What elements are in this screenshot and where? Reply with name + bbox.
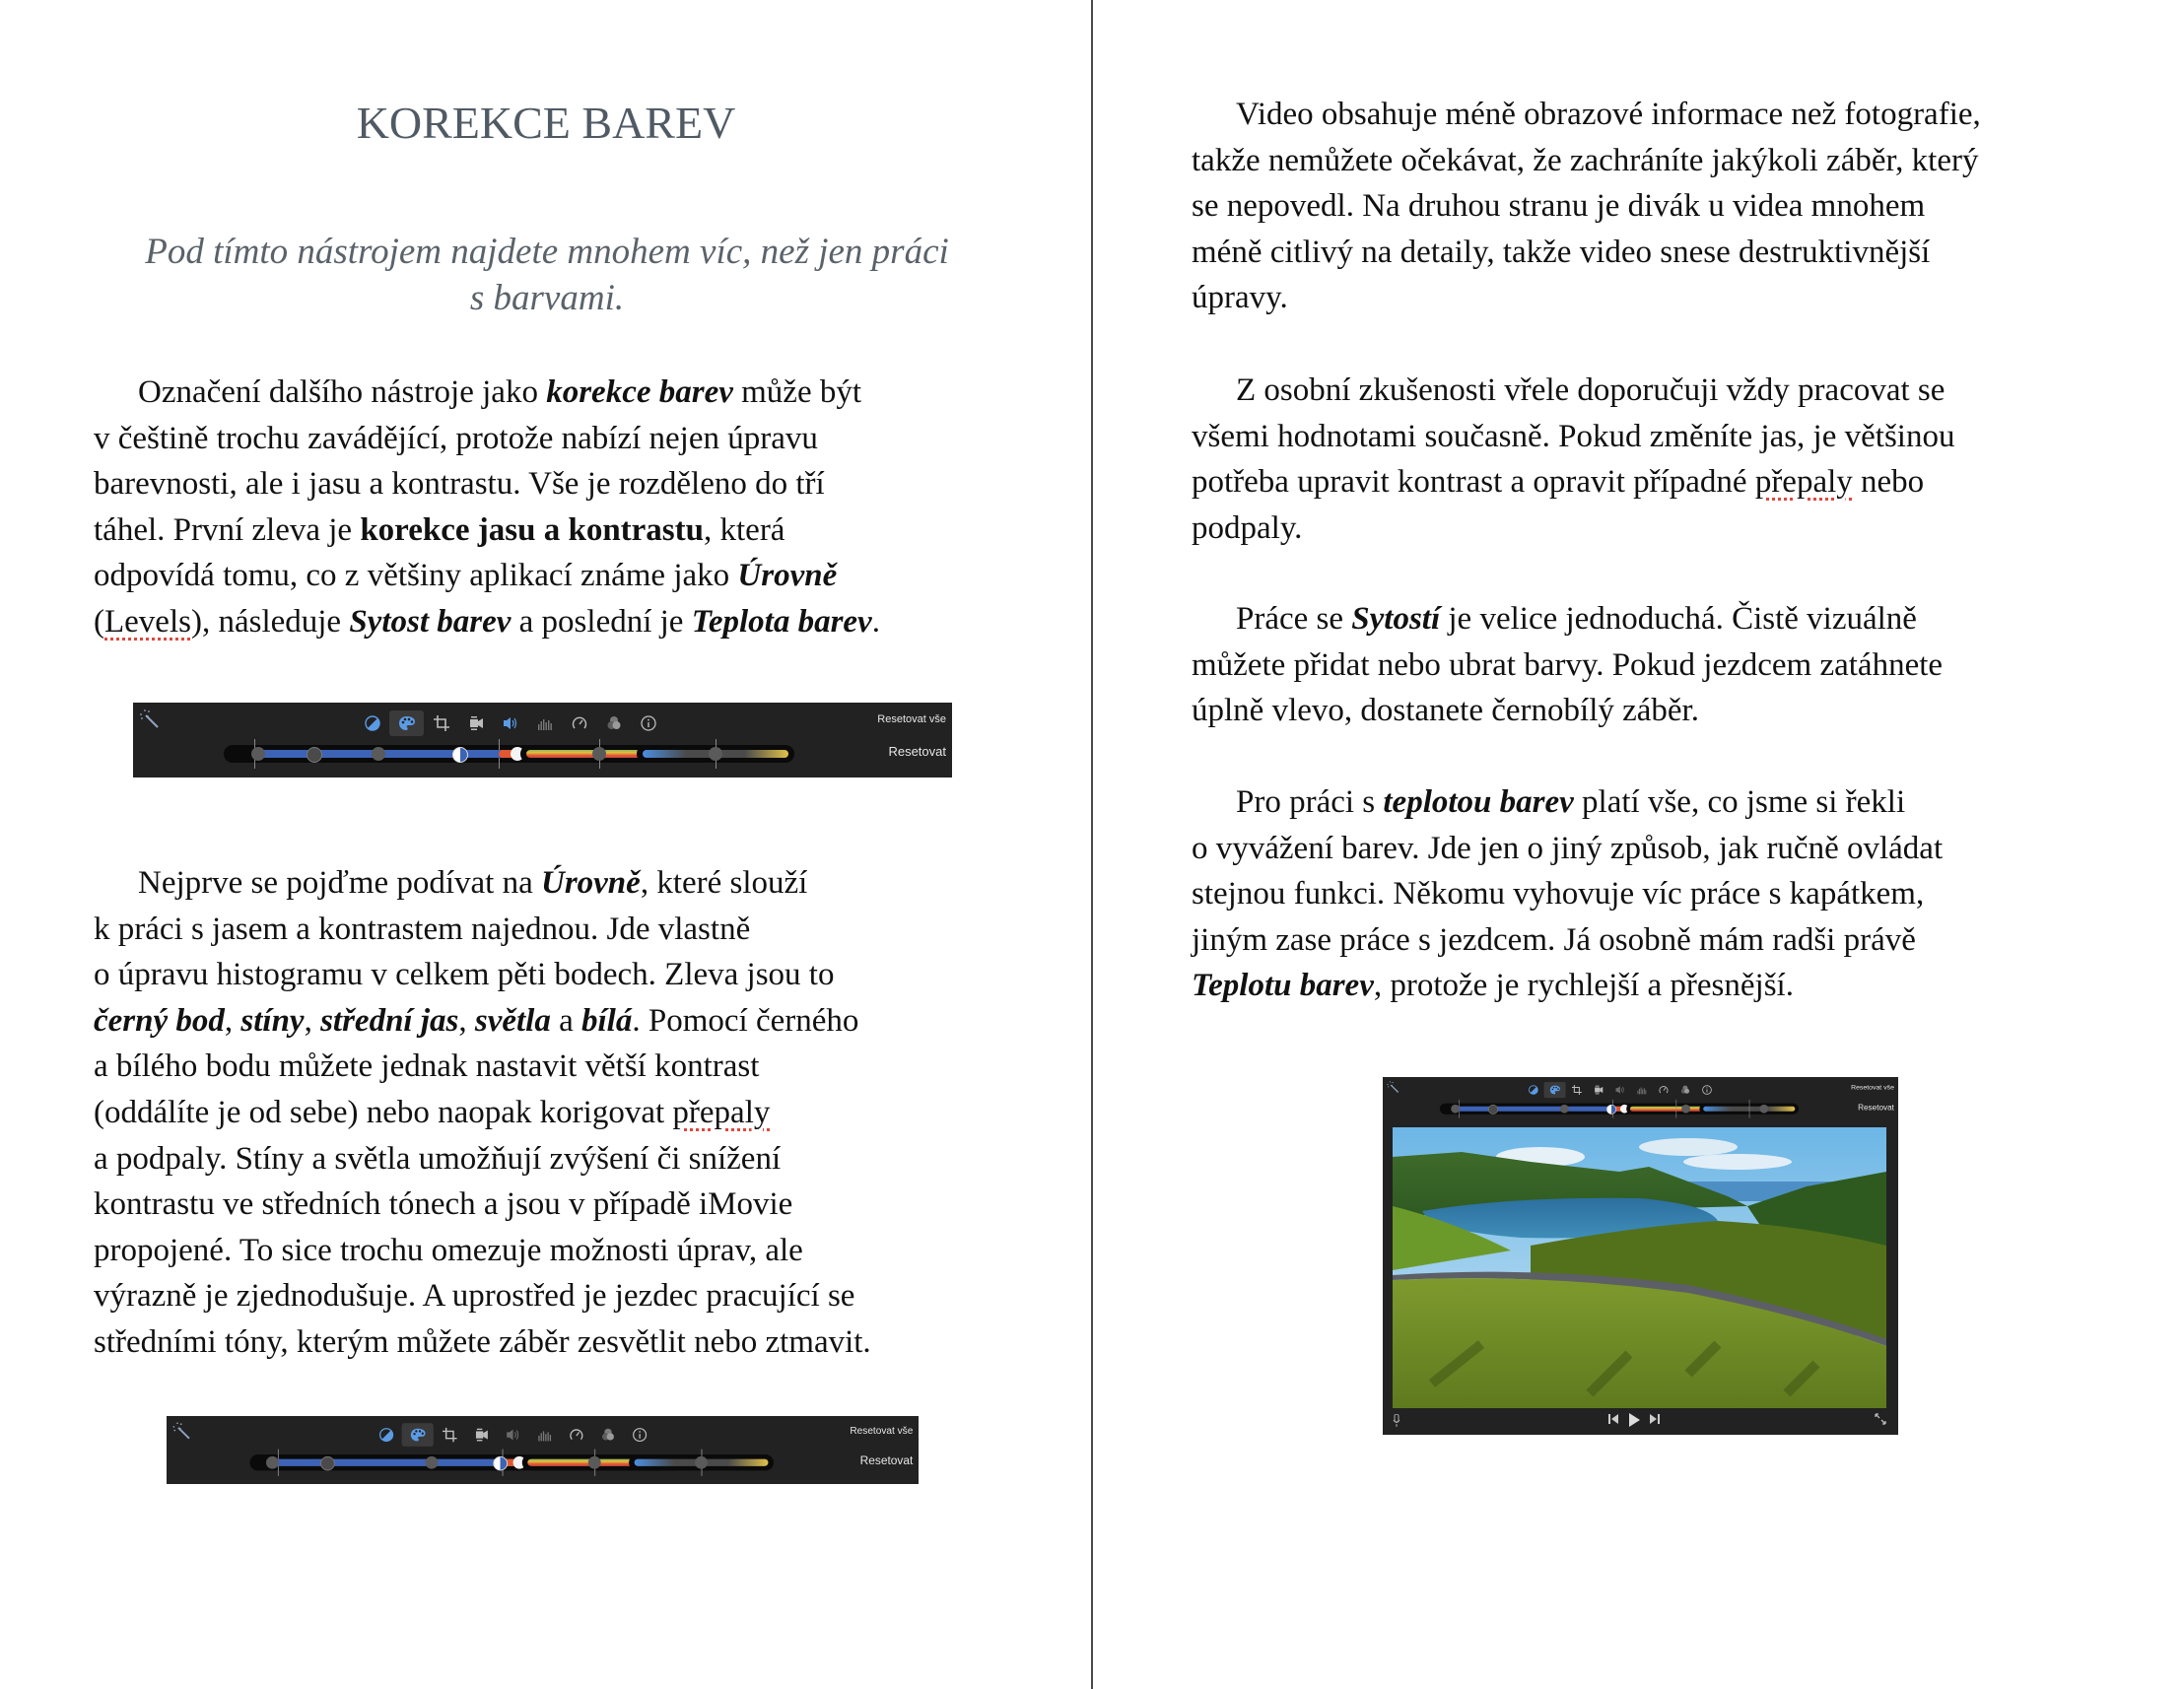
- text-run: , které slouží: [640, 865, 808, 901]
- saturation-handle[interactable]: [592, 747, 606, 761]
- text-run: se nepovedl. Na druhou stranu je divák u videa mnohem: [1192, 188, 1926, 225]
- crop-icon[interactable]: [424, 710, 458, 736]
- color-correction-palette-icon[interactable]: [389, 710, 424, 736]
- speed-icon[interactable]: [560, 1423, 591, 1447]
- text-run: (: [94, 603, 104, 640]
- black-point-handle[interactable]: [251, 747, 265, 761]
- color-correction-toolbar-screenshot: [167, 1416, 919, 1484]
- text-line: [1192, 871, 1943, 917]
- text-run: úplně vlevo, dostanete černobílý záběr.: [1192, 693, 1699, 729]
- emphasized-term: bílá: [581, 1002, 633, 1039]
- saturation-default-marker: [1676, 1100, 1677, 1118]
- clip-filter-icon[interactable]: [591, 1423, 623, 1447]
- text-line: [94, 998, 871, 1045]
- temperature-slider[interactable]: [629, 1454, 774, 1470]
- toolbar-content: [167, 1416, 919, 1484]
- text-run: a poslední je: [511, 603, 692, 640]
- temperature-default-marker: [1749, 1100, 1750, 1118]
- text-run: propojené. To sice trochu omezuje možnosti úprav, ale: [94, 1232, 803, 1268]
- fullscreen-icon[interactable]: [1875, 1413, 1886, 1428]
- color-correction-palette-icon[interactable]: [402, 1423, 434, 1447]
- landscape-image: [1393, 1127, 1886, 1408]
- text-run: ,: [458, 1002, 475, 1039]
- speed-icon[interactable]: [562, 710, 596, 736]
- emphasized-term: Teplotu barev: [1192, 968, 1374, 1004]
- text-line: [94, 370, 880, 416]
- text-run: stejnou funkci. Někomu vyhovuje víc práce s kapátkem,: [1192, 876, 1925, 912]
- text-run: . Pomocí černého: [632, 1002, 859, 1039]
- text-run: k práci s jasem a kontrastem najednou. Jde vlastně: [94, 911, 751, 947]
- temperature-handle[interactable]: [709, 747, 722, 761]
- text-line: [1192, 963, 1943, 1009]
- spellcheck-flagged-word: přepaly: [1754, 464, 1853, 501]
- text-run: o vyvážení barev. Jde jen o jiný způsob, jak ručně ovládat: [1192, 830, 1944, 866]
- color-correction-toolbar-screenshot: [133, 703, 952, 777]
- text-run: , která: [704, 511, 785, 548]
- levels-range-bar: [1456, 1107, 1625, 1112]
- noise-equalizer-icon[interactable]: [528, 1423, 560, 1447]
- highlights-handle[interactable]: [1606, 1105, 1616, 1115]
- text-run: Nejprve se pojďme podívat na: [138, 865, 541, 901]
- emphasized-term: světla: [474, 1002, 551, 1039]
- text-run: podpaly.: [1192, 509, 1303, 546]
- text-run: středními tóny, kterým můžete záběr zesvětlit nebo ztmavit.: [94, 1323, 871, 1360]
- text-line: [94, 553, 880, 599]
- color-balance-icon[interactable]: [355, 710, 389, 736]
- saturation-handle[interactable]: [1681, 1105, 1690, 1114]
- text-run: kontrastu ve středních tónech a jsou v případě iMovie: [94, 1186, 793, 1223]
- spellcheck-flagged-word: přepaly: [672, 1094, 771, 1130]
- shadows-handle[interactable]: [1488, 1105, 1498, 1115]
- text-run: Z osobní zkušenosti vřele doporučuji vždy pracovat se: [1236, 372, 1945, 408]
- color-correction-palette-icon[interactable]: [1544, 1082, 1566, 1098]
- text-line: [1192, 92, 1981, 138]
- text-line: [1192, 688, 1943, 734]
- volume-icon[interactable]: [497, 1423, 528, 1447]
- text-run: méně citlivý na detaily, takže video snese destruktivnější: [1192, 234, 1931, 270]
- emphasized-term: Sytostí: [1351, 601, 1441, 637]
- text-line: [94, 599, 880, 645]
- adjustment-icons: [1523, 1082, 1718, 1096]
- adjustment-icons: [371, 1423, 655, 1443]
- info-icon[interactable]: [1696, 1082, 1718, 1098]
- stabilization-camera-icon[interactable]: [465, 1423, 497, 1447]
- text-run: takže nemůžete očekávat, že zachráníte jakýkoli záběr, který: [1192, 142, 1979, 178]
- levels-slider[interactable]: [224, 745, 533, 763]
- emphasized-term: korekce barev: [546, 374, 733, 410]
- color-correction-toolbar-screenshot: [1383, 1077, 1898, 1123]
- skip-forward-icon[interactable]: [1650, 1413, 1660, 1430]
- levels-slider[interactable]: [249, 1454, 533, 1470]
- text-line: [1192, 917, 1943, 964]
- text-run: potřeba upravit kontrast a opravit případné: [1192, 464, 1755, 501]
- text-run: a podpaly. Stíny a světla umožňují zvýšení či snížení: [94, 1140, 782, 1177]
- paragraph-video-info: [1192, 92, 1981, 321]
- page-title: KOREKCE BAREV: [356, 98, 736, 148]
- text-line: [94, 1273, 871, 1319]
- highlights-handle[interactable]: [494, 1456, 509, 1471]
- text-run: může být: [732, 374, 862, 410]
- text-run: ,: [304, 1002, 321, 1039]
- shadows-handle[interactable]: [320, 1456, 335, 1471]
- stabilization-camera-icon[interactable]: [1588, 1082, 1609, 1098]
- text-run: .: [871, 603, 880, 640]
- viewer-controls: [1383, 1409, 1898, 1435]
- paragraph-saturation: [1192, 596, 1943, 734]
- text-line: [94, 1044, 871, 1090]
- paragraph-temperature: [1192, 779, 1943, 1009]
- reset-button[interactable]: Resetovat: [888, 744, 946, 759]
- imovie-viewer-screenshot: [1383, 1077, 1898, 1435]
- text-line: [1192, 368, 1954, 414]
- text-line: [94, 1319, 871, 1366]
- noise-equalizer-icon[interactable]: [1631, 1082, 1653, 1098]
- temperature-handle[interactable]: [695, 1456, 708, 1469]
- crop-icon[interactable]: [1566, 1082, 1588, 1098]
- text-line: [1192, 414, 1954, 460]
- text-line: [94, 507, 880, 554]
- text-run: barevnosti, ale i jasu a kontrastu. Vše je rozděleno do tří: [94, 466, 825, 503]
- skip-back-icon[interactable]: [1608, 1413, 1618, 1430]
- text-run: Pro práci s: [1236, 784, 1384, 820]
- temperature-handle[interactable]: [1759, 1105, 1768, 1114]
- emphasized-term: černý bod: [94, 1002, 225, 1039]
- text-line: [94, 1228, 871, 1274]
- reset-button[interactable]: Resetovat: [1858, 1103, 1894, 1113]
- reset-all-button[interactable]: Resetovat vše: [877, 713, 946, 725]
- page-divider: [1091, 0, 1093, 1689]
- text-run: všemi hodnotami současně. Pokud změníte jas, je většinou: [1192, 418, 1955, 454]
- levels-range-bar: [258, 750, 518, 758]
- text-run: ,: [224, 1002, 241, 1039]
- text-run: odpovídá tomu, co z většiny aplikací známe jako: [94, 558, 738, 594]
- paragraph-personal-experience: [1192, 368, 1954, 551]
- text-run: Práce se: [1236, 601, 1352, 637]
- text-line: [94, 1090, 871, 1136]
- midtones-handle[interactable]: [372, 747, 385, 761]
- bold-term: korekce jasu a kontrastu: [360, 511, 704, 548]
- text-run: nebo: [1852, 464, 1925, 501]
- text-run: úpravy.: [1192, 280, 1288, 316]
- text-run: táhel. První zleva je: [94, 511, 361, 548]
- clip-filter-icon[interactable]: [596, 710, 631, 736]
- crop-icon[interactable]: [434, 1423, 465, 1447]
- text-line: [1192, 506, 1954, 552]
- spellcheck-flagged-word: Levels: [104, 603, 191, 640]
- color-balance-icon[interactable]: [371, 1423, 402, 1447]
- info-icon[interactable]: [624, 1423, 655, 1447]
- text-line: [1192, 779, 1943, 826]
- text-line: [1192, 596, 1943, 642]
- temperature-slider[interactable]: [637, 745, 794, 763]
- text-run: výrazně je zjednodušuje. A uprostřed je jezdec pracující se: [94, 1278, 855, 1315]
- text-line: [1192, 183, 1981, 230]
- text-run: ), následuje: [190, 603, 350, 640]
- magic-wand-icon[interactable]: [139, 709, 161, 730]
- text-line: [1192, 642, 1943, 689]
- text-line: [1192, 138, 1981, 184]
- text-run: Video obsahuje méně obrazové informace než fotografie,: [1236, 97, 1981, 132]
- page-subtitle: [94, 229, 1000, 321]
- text-run: v češtině trochu zavádějící, protože nabízí nejen úpravu: [94, 420, 818, 456]
- reset-all-button[interactable]: Resetovat vše: [850, 1425, 914, 1437]
- emphasized-term: Teplota barev: [691, 603, 872, 640]
- text-run: , protože je rychlejší a přesnější.: [1373, 968, 1794, 1004]
- emphasized-term: Sytost barev: [349, 603, 512, 640]
- emphasized-term: teplotou barev: [1383, 784, 1574, 820]
- reset-button[interactable]: Resetovat: [859, 1453, 914, 1467]
- video-frame-landscape: [1393, 1127, 1886, 1408]
- emphasized-term: stíny: [240, 1002, 305, 1039]
- toolbar-content: [133, 703, 952, 777]
- text-line: [1192, 459, 1954, 506]
- text-run: můžete přidat nebo ubrat barvy. Pokud jezdcem zatáhnete: [1192, 646, 1944, 683]
- text-line: [94, 416, 880, 462]
- magic-wand-icon[interactable]: [1387, 1081, 1400, 1095]
- subtitle-line: s barvami.: [469, 278, 625, 318]
- text-run: a: [550, 1002, 582, 1039]
- text-line: [1192, 275, 1981, 321]
- temperature-slider[interactable]: [1699, 1104, 1799, 1115]
- emphasized-term: Úrovně: [540, 865, 641, 901]
- emphasized-term: střední jas: [320, 1002, 459, 1039]
- text-line: [94, 952, 871, 998]
- midtones-handle[interactable]: [426, 1456, 439, 1469]
- shadows-handle[interactable]: [307, 747, 322, 763]
- text-line: [94, 907, 871, 953]
- clip-filter-icon[interactable]: [1674, 1082, 1696, 1098]
- emphasized-term: Úrovně: [737, 558, 838, 594]
- paragraph-levels: [94, 860, 871, 1366]
- text-run: jiným zase práce s jezdcem. Já osobně mám radši právě: [1192, 921, 1916, 958]
- noise-equalizer-icon[interactable]: [527, 710, 562, 736]
- midtones-handle[interactable]: [1560, 1105, 1569, 1114]
- text-run: platí vše, co jsme si řekli: [1573, 784, 1906, 820]
- levels-range-bar: [273, 1459, 520, 1466]
- paragraph-intro: [94, 370, 880, 645]
- text-line: [94, 860, 871, 907]
- text-line: [1192, 230, 1981, 276]
- subtitle-line: Pod tímto nástrojem najdete mnohem víc, než jen práci: [145, 232, 949, 272]
- microphone-icon[interactable]: [1393, 1414, 1400, 1431]
- text-line: [1192, 826, 1943, 872]
- volume-icon[interactable]: [1609, 1082, 1631, 1098]
- play-icon[interactable]: [1628, 1413, 1640, 1430]
- magic-wand-icon[interactable]: [172, 1421, 192, 1441]
- saturation-handle[interactable]: [588, 1456, 601, 1469]
- text-run: o úpravu histogramu v celkem pěti bodech. Zleva jsou to: [94, 957, 835, 993]
- info-icon[interactable]: [631, 710, 665, 736]
- highlights-handle[interactable]: [452, 747, 468, 763]
- text-line: [94, 1136, 871, 1182]
- text-run: je velice jednoduchá. Čistě vizuálně: [1440, 601, 1917, 637]
- adjustment-icons: [355, 710, 665, 732]
- text-run: a bílého bodu můžete jednak nastavit větší kontrast: [94, 1048, 760, 1085]
- black-point-handle[interactable]: [1451, 1105, 1460, 1114]
- toolbar-content: [1383, 1077, 1898, 1123]
- text-line: [94, 1182, 871, 1228]
- volume-icon[interactable]: [493, 710, 527, 736]
- text-line: [94, 461, 880, 507]
- text-run: Označení dalšího nástroje jako: [138, 374, 547, 410]
- black-point-handle[interactable]: [266, 1456, 279, 1469]
- reset-all-button[interactable]: Resetovat vše: [1851, 1083, 1894, 1092]
- color-balance-icon[interactable]: [1523, 1082, 1544, 1098]
- levels-slider[interactable]: [1440, 1104, 1635, 1115]
- text-run: (oddálíte je od sebe) nebo naopak korigovat: [94, 1094, 673, 1130]
- transport-controls: [1608, 1413, 1660, 1430]
- speed-icon[interactable]: [1653, 1082, 1674, 1098]
- stabilization-camera-icon[interactable]: [458, 710, 493, 736]
